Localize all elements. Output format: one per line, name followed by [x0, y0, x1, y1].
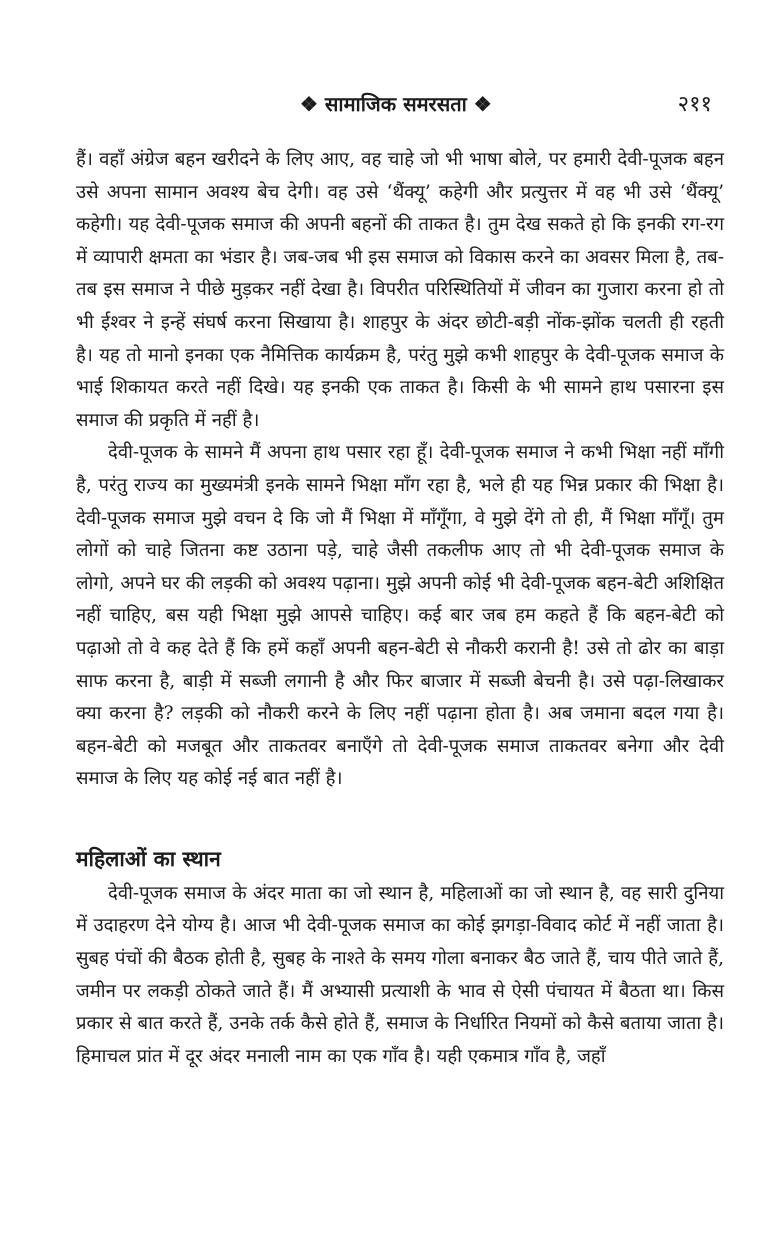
paragraph: देवी-पूजक के सामने मैं अपना हाथ पसार रहा हूँ। देवी-पूजक समाज ने कभी भिक्षा नहीं माँगी है, परंतु राज्य का मुख्यमंत्री इनके सामने भिक्षा माँग रहा है, भले ही यह भिन्न प्रकार की भिक्षा है। देवी-पूजक समाज मुझे वचन दे कि जो मैं भिक्षा में माँगूँगा, वे मुझे देंगे तो ही, मैं भिक्षा माँगूँ। तुम लोगों को चाहे जितना कष्ट उठाना पड़े, चाहे जैसी तकलीफ आए तो भी देवी-पूजक समाज के लोगो, अपने घर की लड़की को अवश्य पढ़ाना। मुझे अपनी कोई भी देवी-पूजक बहन-बेटी अशिक्षित नहीं चाहिए, बस यही भिक्षा मुझे आपसे चाहिए। कई बार जब हम कहते हैं कि बहन-बेटी को पढ़ाओ तो वे कह देते हैं कि हमें कहाँ अपनी बहन-बेटी से नौकरी करानी है! उसे तो ढोर का बाड़ा साफ करना है, बाड़ी में सब्जी लगानी है और फिर बाजार में सब्जी बेचनी है। उसे पढ़ा-लिखाकर क्या करना है? लड़की को नौकरी करने के लिए नहीं पढ़ाना होता है। अब जमाना बदल गया है। बहन-बेटी को मजबूत और ताकतवर बनाएँगे तो देवी-पूजक समाज ताकतवर बनेगा और देवी समाज के लिए यह कोई नई बात नहीं है। — [76, 442, 724, 790]
body-text — [76, 144, 724, 1073]
page-number: २११ — [677, 92, 712, 117]
section-paragraph: देवी-पूजक समाज के अंदर माता का जो स्थान है, महिलाओं का जो स्थान है, वह सारी दुनिया में उदाहरण देने योग्य है। आज भी देवी-पूजक समाज का कोई झगड़ा-विवाद कोर्ट में नहीं जाता है। सुबह पंचों की बैठक होती है, सुबह के नाश्ते के समय गोला बनाकर बैठ जाते हैं, चाय पीते जाते हैं, जमीन पर लकड़ी ठोकते जाते हैं। मैं अभ्यासी प्रत्याशी के भाव से ऐसी पंचायत में बैठता था। किस प्रकार से बात करते हैं, उनके तर्क कैसे होते हैं, समाज के निर्धारित नियमों को कैसे बताया जाता है। हिमाचल प्रांत में दूर अंदर मनाली नाम का एक गाँव है। यही एकमात्र गाँव है, जहाँ — [76, 882, 724, 1067]
paragraph-continued: हैं। वहाँ अंग्रेज बहन खरीदने के लिए आए, वह चाहे जो भी भाषा बोले, पर हमारी देवी-पूजक बहन उसे अपना सामान अवश्य बेच देगी। वह उसे ‘थैंक्यू’ कहेगी और प्रत्युत्तर में वह भी उसे ‘थैंक्यू’ कहेगी। यह देवी-पूजक समाज की अपनी बहनों की ताकत है। तुम देख सकते हो कि इनकी रग-रग में व्यापारी क्षमता का भंडार है। जब-जब भी इस समाज को विकास करने का अवसर मिला है, तब-तब इस समाज ने पीछे मुड़कर नहीं देखा है। विपरीत परिस्थितियों में जीवन का गुजारा करना हो तो भी ईश्वर ने इन्हें संघर्ष करना सिखाया है। शाहपुर के अंदर छोटी-बड़ी नोंक-झोंक चलती ही रहती है। यह तो मानो इनका एक नैमित्तिक कार्यक्रम है, परंतु मुझे कभी शाहपुर के देवी-पूजक समाज के भाई शिकायत करते नहीं दिखे। यह इनकी एक ताकत है। किसी के भी सामने हाथ पसारना इस समाज की प्रकृति में नहीं है। — [76, 149, 724, 431]
header-title: ❖ सामाजिक समरसता ❖ — [300, 92, 492, 116]
running-header — [0, 88, 782, 122]
section-heading: महिलाओं का स्थान — [76, 846, 221, 871]
